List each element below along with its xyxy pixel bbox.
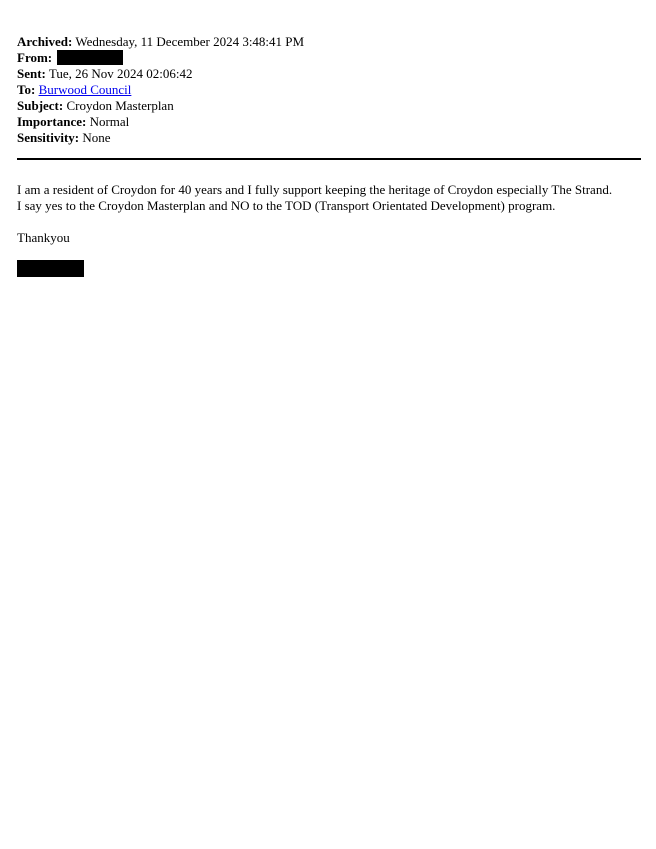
importance-label: Importance: [17,114,87,129]
importance-row [17,114,641,130]
sensitivity-value: None [82,130,111,145]
archived-value: Wednesday, 11 December 2024 3:48:41 PM [75,34,305,49]
from-label: From: [17,50,53,65]
from-row [17,50,641,66]
email-document [17,34,641,277]
sent-label: Sent: [17,66,46,81]
importance-value: Normal [89,114,130,129]
body-line-2: I say yes to the Croydon Masterplan and NO to the TOD (Transport Orientated Development) program. [17,198,556,213]
sent-value: Tue, 26 Nov 2024 02:06:42 [48,66,193,81]
to-link[interactable]: Burwood Council [38,82,132,97]
from-redaction [57,50,123,65]
to-row [17,82,641,98]
archived-row [17,34,641,50]
body-line-1: I am a resident of Croydon for 40 years and I fully support keeping the heritage of Croydon especially The Strand. [17,182,613,197]
signature-redaction [17,260,84,277]
to-label: To: [17,82,36,97]
sensitivity-label: Sensitivity: [17,130,80,145]
subject-label: Subject: [17,98,64,113]
sent-row [17,66,641,82]
header-divider [17,158,641,160]
closing-text: Thankyou [17,230,70,245]
archived-label: Archived: [17,34,73,49]
subject-value: Croydon Masterplan [66,98,174,113]
subject-row [17,98,641,114]
sensitivity-row [17,130,641,146]
message-body [17,182,641,214]
